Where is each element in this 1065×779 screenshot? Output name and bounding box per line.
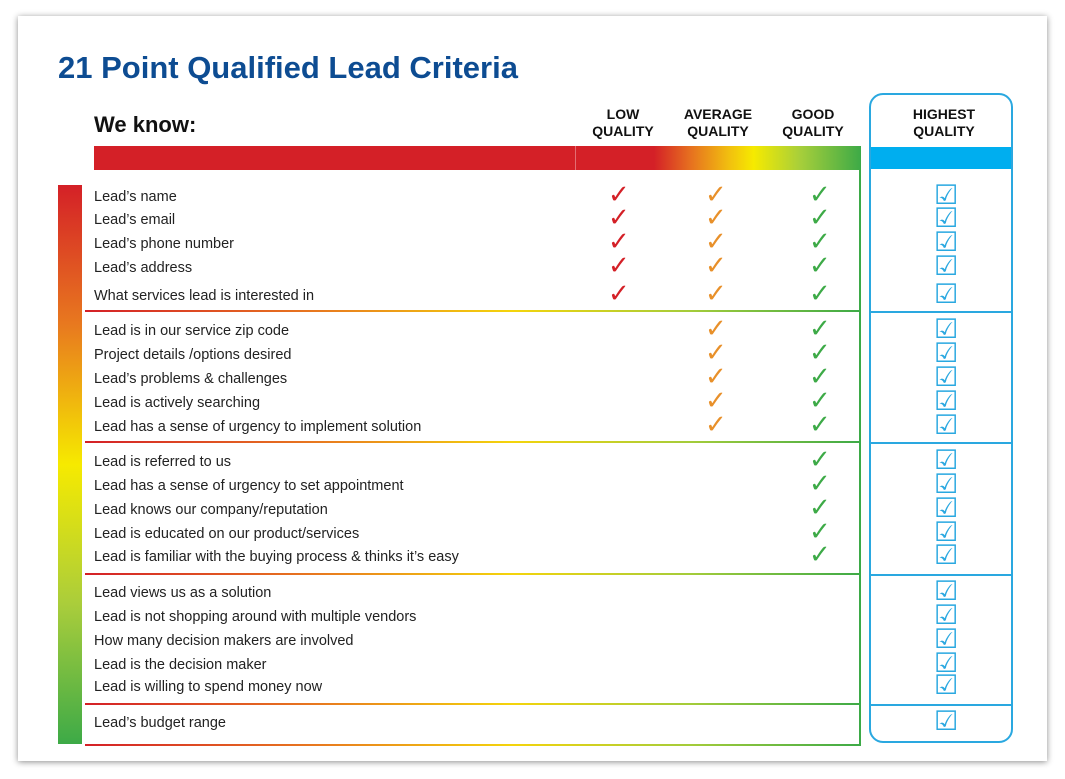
column-header-good: GOOD QUALITY — [782, 106, 844, 139]
average-quality-check-icon: ✓ — [705, 338, 727, 368]
criteria-row — [94, 576, 1065, 607]
average-quality-check-icon: ✓ — [705, 279, 727, 309]
highest-quality-checkbox-icon: ☑ — [934, 279, 959, 310]
highest-quality-checkbox-icon: ☑ — [934, 540, 959, 571]
criteria-row — [94, 203, 1065, 234]
criteria-row — [94, 180, 1065, 211]
highest-quality-checkbox-icon: ☑ — [934, 251, 959, 282]
good-quality-check-icon: ✓ — [809, 540, 831, 570]
criteria-row — [94, 445, 1065, 476]
criteria-row — [94, 600, 1065, 631]
section-heading: We know: — [94, 112, 197, 137]
criteria-row — [94, 517, 1065, 548]
criteria-label: Lead is familiar with the buying process & thinks it’s easy — [94, 549, 459, 565]
criteria-row — [94, 410, 1065, 441]
good-quality-check-icon: ✓ — [809, 517, 831, 547]
average-quality-check-icon: ✓ — [705, 227, 727, 257]
page-title: 21 Point Qualified Lead Criteria — [58, 50, 518, 85]
average-quality-check-icon: ✓ — [705, 203, 727, 233]
highest-separator — [871, 311, 1011, 313]
highest-quality-checkbox-icon: ☑ — [934, 362, 959, 393]
group-separator — [85, 573, 861, 575]
highest-quality-checkbox-icon: ☑ — [934, 386, 959, 417]
highest-quality-checkbox-icon: ☑ — [934, 648, 959, 679]
highest-quality-checkbox-icon: ☑ — [934, 445, 959, 476]
good-quality-check-icon: ✓ — [809, 386, 831, 416]
gradient-divider — [575, 146, 576, 170]
column-header-average: AVERAGE QUALITY — [683, 106, 753, 139]
criteria-label: Lead has a sense of urgency to implement solution — [94, 419, 422, 435]
average-quality-check-icon: ✓ — [705, 251, 727, 281]
good-quality-check-icon: ✓ — [809, 180, 831, 210]
highest-quality-checkbox-icon: ☑ — [934, 517, 959, 548]
good-quality-check-icon: ✓ — [809, 203, 831, 233]
table-bottom-border — [85, 744, 861, 746]
criteria-label: Project details /options desired — [94, 347, 292, 363]
criteria-row — [94, 386, 1065, 417]
average-quality-check-icon: ✓ — [705, 314, 727, 344]
good-quality-check-icon: ✓ — [809, 493, 831, 523]
quality-gradient-bar — [94, 146, 861, 170]
criteria-label: Lead’s budget range — [94, 715, 226, 731]
good-quality-check-icon: ✓ — [809, 445, 831, 475]
highest-quality-checkbox-icon: ☑ — [934, 314, 959, 345]
highest-quality-checkbox-icon: ☑ — [934, 576, 959, 607]
good-quality-check-icon: ✓ — [809, 410, 831, 440]
criteria-row — [94, 251, 1065, 282]
highest-quality-checkbox-icon: ☑ — [934, 493, 959, 524]
quality-side-gradient — [58, 185, 82, 744]
highest-quality-checkbox-icon: ☑ — [934, 203, 959, 234]
criteria-label: Lead is the decision maker — [94, 657, 267, 673]
criteria-label: Lead is not shopping around with multiple vendors — [94, 609, 417, 625]
criteria-label: Lead’s address — [94, 260, 193, 276]
criteria-label: How many decision makers are involved — [94, 633, 354, 649]
average-quality-check-icon: ✓ — [705, 410, 727, 440]
criteria-row — [94, 362, 1065, 393]
criteria-row — [94, 227, 1065, 258]
criteria-label: Lead is in our service zip code — [94, 323, 290, 339]
highest-quality-checkbox-icon: ☑ — [934, 469, 959, 500]
good-quality-check-icon: ✓ — [809, 314, 831, 344]
highest-quality-checkbox-icon: ☑ — [934, 227, 959, 258]
average-quality-check-icon: ✓ — [705, 180, 727, 210]
criteria-row — [94, 493, 1065, 524]
column-header-highest: HIGHEST QUALITY — [912, 106, 976, 139]
criteria-row — [94, 648, 1065, 679]
good-quality-check-icon: ✓ — [809, 251, 831, 281]
criteria-label: Lead’s problems & challenges — [94, 371, 288, 387]
criteria-row — [94, 338, 1065, 369]
criteria-label: Lead is actively searching — [94, 395, 261, 411]
criteria-label: Lead views us as a solution — [94, 585, 272, 601]
highest-separator — [871, 442, 1011, 444]
low-quality-check-icon: ✓ — [608, 227, 630, 257]
low-quality-check-icon: ✓ — [608, 279, 630, 309]
highest-quality-checkbox-icon: ☑ — [934, 410, 959, 441]
highest-quality-checkbox-icon: ☑ — [934, 180, 959, 211]
highest-quality-checkbox-icon: ☑ — [934, 670, 959, 701]
low-quality-check-icon: ✓ — [608, 203, 630, 233]
criteria-label: Lead is referred to us — [94, 454, 232, 470]
criteria-label: Lead is willing to spend money now — [94, 679, 323, 695]
good-quality-check-icon: ✓ — [809, 338, 831, 368]
criteria-label: Lead’s phone number — [94, 236, 235, 252]
good-quality-check-icon: ✓ — [809, 279, 831, 309]
good-quality-check-icon: ✓ — [809, 362, 831, 392]
highest-quality-bar — [871, 147, 1011, 169]
criteria-label: What services lead is interested in — [94, 288, 315, 304]
column-header-low: LOW QUALITY — [592, 106, 654, 139]
criteria-label: Lead’s email — [94, 212, 176, 228]
criteria-row — [94, 670, 1065, 701]
group-separator — [85, 703, 861, 705]
highest-quality-checkbox-icon: ☑ — [934, 624, 959, 655]
criteria-row — [94, 469, 1065, 500]
criteria-row — [94, 624, 1065, 655]
group-separator — [85, 310, 861, 312]
average-quality-check-icon: ✓ — [705, 386, 727, 416]
highest-quality-checkbox-icon: ☑ — [934, 706, 959, 737]
average-quality-check-icon: ✓ — [705, 362, 727, 392]
good-quality-check-icon: ✓ — [809, 227, 831, 257]
highest-quality-checkbox-icon: ☑ — [934, 600, 959, 631]
criteria-row — [94, 706, 1065, 737]
criteria-row — [94, 314, 1065, 345]
low-quality-check-icon: ✓ — [608, 251, 630, 281]
low-quality-check-icon: ✓ — [608, 180, 630, 210]
criteria-label: Lead’s name — [94, 189, 177, 205]
criteria-label: Lead is educated on our product/services — [94, 526, 360, 542]
criteria-label: Lead has a sense of urgency to set appointment — [94, 478, 404, 494]
highest-quality-checkbox-icon: ☑ — [934, 338, 959, 369]
good-quality-check-icon: ✓ — [809, 469, 831, 499]
criteria-row — [94, 540, 1065, 571]
criteria-row — [94, 279, 1065, 310]
criteria-label: Lead knows our company/reputation — [94, 502, 328, 518]
group-separator — [85, 441, 861, 443]
